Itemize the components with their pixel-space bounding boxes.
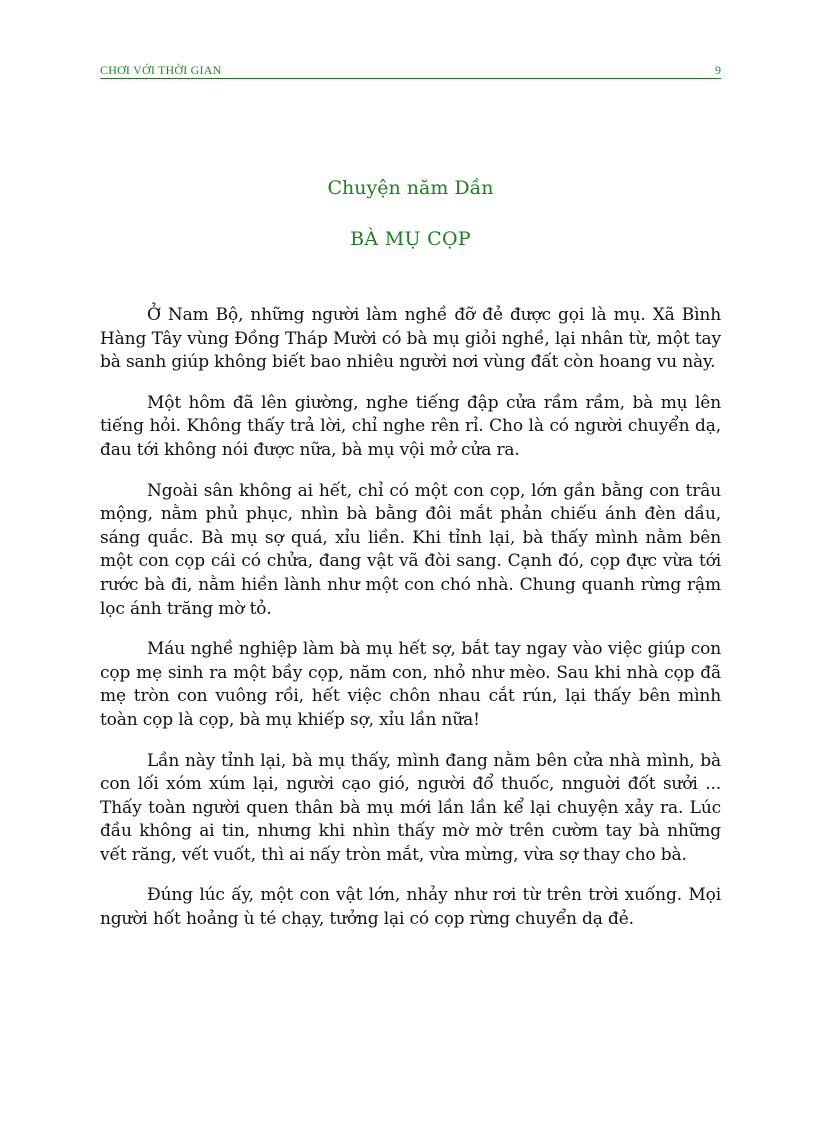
paragraph-6: Đúng lúc ấy, một con vật lớn, nhảy như rơi từ trên trời xuống. Mọi người hốt hoảng ù té chạy, tưởng lại có cọp rừng chuyển dạ đẻ.: [100, 885, 721, 930]
paragraph-5: Lần này tỉnh lại, bà mụ thấy, mình đang nằm bên cửa nhà mình, bà con lối xóm xúm lại, người cạo gió, người đổ thuốc, nnguời đốt sưởi ... Thấy toàn người quen thân bà mụ mới lần lần kể lại chuyện xảy ra. Lúc đầu không ai tin, nhưng khi nhìn thấy mờ mờ trên cườm tay bà những vết răng, vết vuốt, thì ai nấy tròn mắt, vừa mừng, vừa sợ thay cho bà.: [100, 750, 721, 865]
page-number: 9: [715, 63, 721, 77]
paragraph-2: Một hôm đã lên giường, nghe tiếng đập cửa rầm rầm, bà mụ lên tiếng hỏi. Không thấy trả lời, chỉ nghe rên rỉ. Cho là có người chuyển dạ, đau tới không nói được nữa, bà mụ vội mở cửa ra.: [100, 392, 721, 460]
story-body: [100, 304, 721, 949]
running-header: [100, 62, 721, 79]
paragraph-1: Ở Nam Bộ, những người làm nghề đỡ đẻ được gọi là mụ. Xã Bình Hàng Tây vùng Đồng Tháp Mười có bà mụ giỏi nghề, lại nhân từ, một tay bà sanh giúp không biết bao nhiêu người nơi vùng đất còn hoang vu này.: [100, 305, 721, 373]
book-title: CHƠI VỚI THỜI GIAN: [100, 63, 222, 77]
paragraph-3: Ngoài sân không ai hết, chỉ có một con cọp, lớn gần bằng con trâu mộng, nằm phủ phục, nhìn bà bằng đôi mắt phản chiếu ánh đèn dầu, sáng quắc. Bà mụ sợ quá, xỉu liền. Khi tỉnh lại, bà thấy mình nằm bên một con cọp cái có chửa, đang vật vã đòi sang. Cạnh đó, cọp đực vừa tới rước bà đi, nằm hiền lành như một con chó nhà. Chung quanh rừng rậm lọc ánh trăng mờ tỏ.: [100, 480, 721, 619]
paragraph-4: Máu nghề nghiệp làm bà mụ hết sợ, bắt tay ngay vào việc giúp con cọp mẹ sinh ra một bầy cọp, năm con, nhỏ như mèo. Sau khi nhà cọp đã mẹ tròn con vuông rồi, hết việc chôn nhau cắt rún, lại thấy bên mình toàn cọp là cọp, bà mụ khiếp sợ, xỉu lần nữa!: [100, 639, 721, 730]
story-title: BÀ MỤ CỌP: [350, 228, 471, 250]
chapter-subtitle: Chuyện năm Dần: [327, 177, 494, 199]
